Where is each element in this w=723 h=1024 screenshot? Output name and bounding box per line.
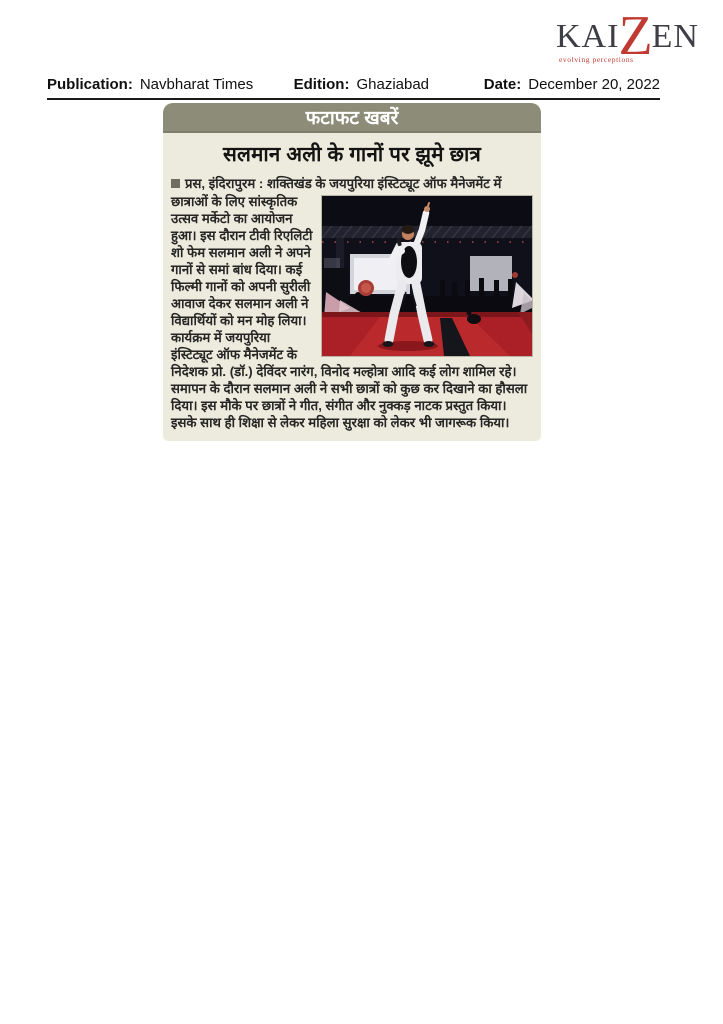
meta-edition-value: Ghaziabad [356,76,430,93]
logo-text-kai: KAI [556,18,620,55]
led-screen-right [470,256,512,291]
meta-date-label: Date: [483,76,522,93]
kneeling-photographer [467,314,481,324]
article-body-text: छात्राओं के लिए सांस्कृतिक उत्सव मर्केटो का आयोजन हुआ। इस दौरान टीवी रिएलिटी शो फेम सलमान अली ने अपने गानों से समां बांध दिया। कई फिल्मी गानों को अपनी सुरीली आवाज देकर सलमान अली ने विद्यार्थियों को मन मोह लिया। कार्यक्रम में जयपुरिया इंस्टिट्यूट ऑफ मैनेजमेंट के निदेशक प्रो. (डॉ.) देविंदर नारंग, विनोद मल्होत्रा आदि कई लोग शामिल रहे। समापन के दौरान सलमान अली ने सभी छात्रों को कुछ कर दिखाने का हौसला दिया। इस मौके पर छात्रों ने गीत, संगीत और नुक्कड़ नाटक प्रस्तुत किया। इसके साथ ही शिक्षा से लेकर महिला सुरक्षा को लेकर भी जागरूक किया। [171,194,528,430]
kaizen-logo [556,5,706,68]
article-flow [171,193,533,431]
performer-hair [402,225,414,234]
kicker-text: फटाफट खबरें [305,108,399,129]
kicker-bar [163,103,541,133]
logo-text-en: EN [651,18,699,55]
meta-date [484,76,660,93]
meta-publication-value: Navbharat Times [139,76,254,93]
stage-photo-illustration [322,196,532,356]
news-clipping [163,103,541,441]
clipping-body [163,133,541,441]
meta-date-value: December 20, 2022 [528,76,660,93]
left-shoe [383,341,394,347]
publication-meta-row [47,76,660,100]
article-byline: प्रस, इंदिरापुरम : [185,176,264,191]
bullet-square-icon [171,179,180,188]
stage-photo [321,195,533,357]
article-lead-line [171,175,533,192]
article-lead: शक्तिखंड के जयपुरिया इंस्टिट्यूट ऑफ मैनेजमेंट में [266,176,502,191]
meta-edition [294,76,484,93]
meta-publication [47,76,294,93]
meta-publication-label: Publication: [47,76,133,93]
logo-text-z: Z [618,5,653,67]
article-headline: सलमान अली के गानों पर झूमे छात्र [222,143,481,166]
right-shoe [424,341,435,347]
logo-tagline: evolving perceptions [559,55,634,64]
meta-edition-label: Edition: [293,76,350,93]
